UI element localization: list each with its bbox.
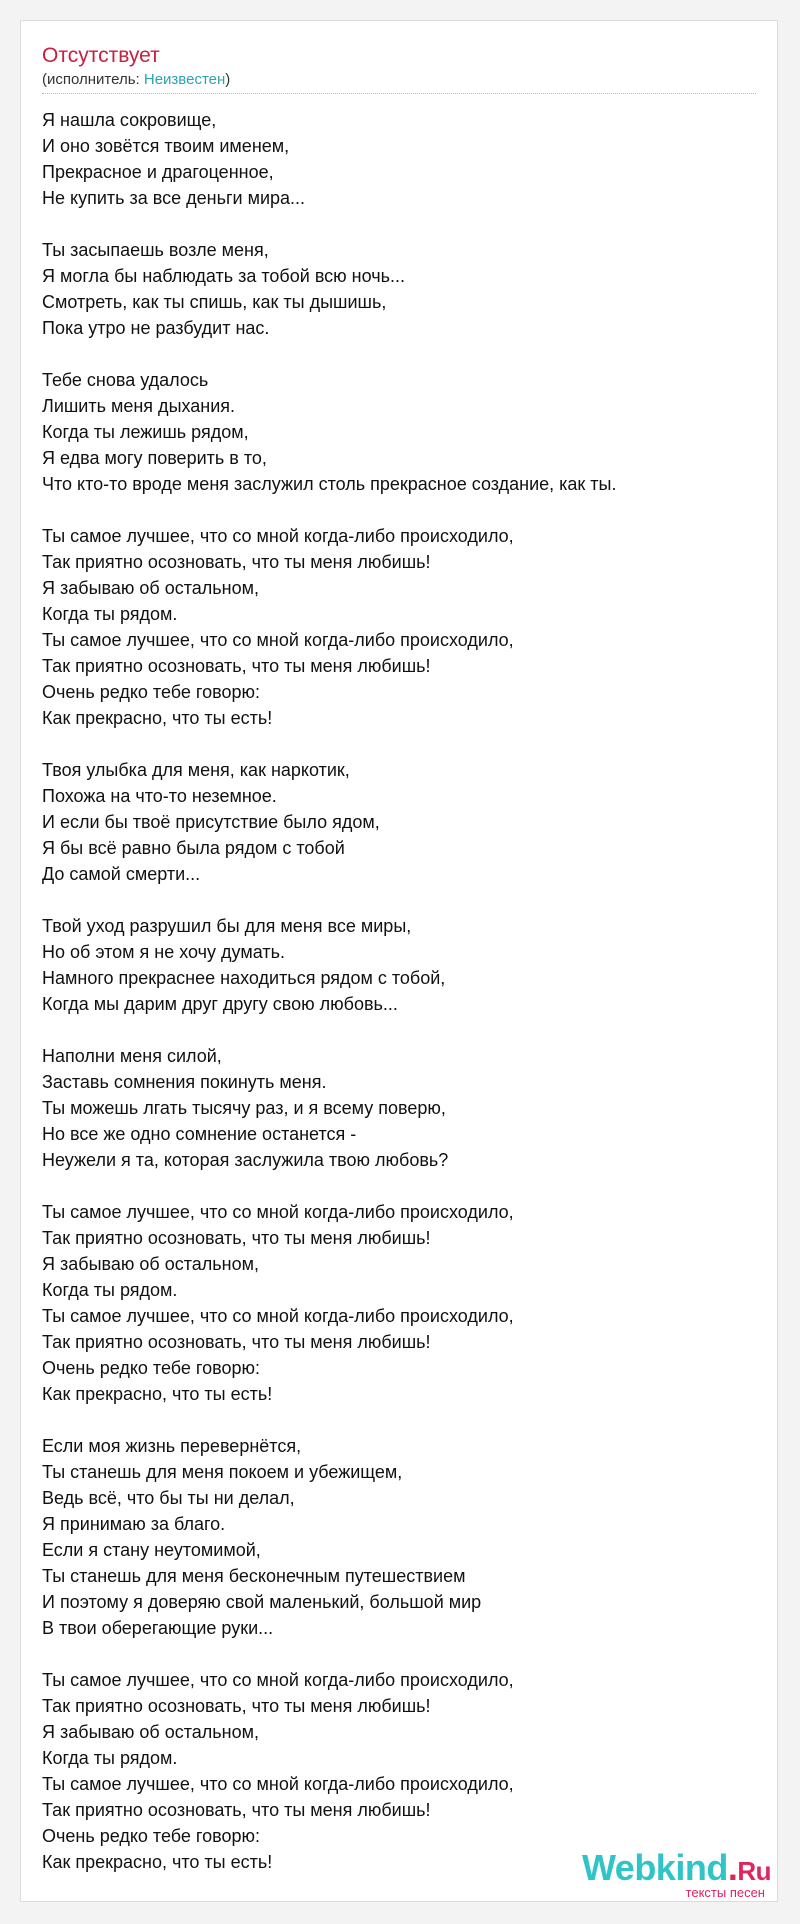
- lyrics-line: Так приятно осозновать, что ты меня любишь!: [42, 656, 431, 676]
- lyrics-line: Когда ты лежишь рядом,: [42, 422, 249, 442]
- lyrics-line: Так приятно осозновать, что ты меня любишь!: [42, 1332, 431, 1352]
- lyrics-line: Что кто-то вроде меня заслужил столь прекрасное создание, как ты.: [42, 474, 617, 494]
- song-title: Отсутствует: [42, 44, 160, 67]
- site-watermark: [582, 1849, 771, 1899]
- lyrics-card: [20, 20, 778, 1902]
- lyrics-line: Ты самое лучшее, что со мной когда-либо происходило,: [42, 1202, 514, 1222]
- lyrics-stanza: [42, 757, 756, 887]
- watermark-logo: [582, 1849, 771, 1890]
- lyrics-line: Намного прекраснее находиться рядом с тобой,: [42, 968, 446, 988]
- lyrics-line: До самой смерти...: [42, 864, 201, 884]
- lyrics-line: Когда ты рядом.: [42, 604, 178, 624]
- artist-link[interactable]: Неизвестен: [143, 71, 226, 88]
- lyrics-line: Ты засыпаешь возле меня,: [42, 240, 269, 260]
- watermark-tld: Ru: [737, 1856, 771, 1886]
- lyrics-line: Наполни меня силой,: [42, 1046, 222, 1066]
- watermark-dot: .: [727, 1847, 738, 1888]
- lyrics-line: Но об этом я не хочу думать.: [42, 942, 285, 962]
- lyrics-line: Ты самое лучшее, что со мной когда-либо происходило,: [42, 1306, 514, 1326]
- header-divider: [42, 93, 756, 94]
- lyrics-line: Я принимаю за благо.: [42, 1514, 226, 1534]
- lyrics-line: Так приятно осозновать, что ты меня любишь!: [42, 1696, 431, 1716]
- lyrics-line: Тебе снова удалось: [42, 370, 209, 390]
- lyrics-line: Так приятно осозновать, что ты меня любишь!: [42, 552, 431, 572]
- lyrics-line: Ты самое лучшее, что со мной когда-либо происходило,: [42, 526, 514, 546]
- lyrics-stanza: [42, 367, 756, 497]
- lyrics-line: Когда ты рядом.: [42, 1280, 178, 1300]
- lyrics-text: [42, 107, 756, 1901]
- lyrics-line: Как прекрасно, что ты есть!: [42, 1852, 273, 1872]
- lyrics-line: Ты станешь для меня покоем и убежищем,: [42, 1462, 403, 1482]
- lyrics-line: Так приятно осозновать, что ты меня любишь!: [42, 1800, 431, 1820]
- artist-prefix: (исполнитель:: [42, 71, 144, 88]
- lyrics-line: Так приятно осозновать, что ты меня любишь!: [42, 1228, 431, 1248]
- lyrics-line: И если бы твоё присутствие было ядом,: [42, 812, 380, 832]
- watermark-brand: Webkind: [581, 1847, 728, 1888]
- lyrics-line: Я забываю об остальном,: [42, 1254, 259, 1274]
- lyrics-line: Очень редко тебе говорю:: [42, 682, 260, 702]
- lyrics-line: Ты самое лучшее, что со мной когда-либо происходило,: [42, 1670, 514, 1690]
- lyrics-line: Прекрасное и драгоценное,: [42, 162, 274, 182]
- lyrics-line: Как прекрасно, что ты есть!: [42, 708, 273, 728]
- artist-line: [42, 71, 756, 89]
- lyrics-line: Я бы всё равно была рядом с тобой: [42, 838, 345, 858]
- lyrics-line: Не купить за все деньги мира...: [42, 188, 306, 208]
- lyrics-line: Я едва могу поверить в то,: [42, 448, 267, 468]
- lyrics-line: Но все же одно сомнение останется -: [42, 1124, 357, 1144]
- lyrics-line: Похожа на что-то неземное.: [42, 786, 277, 806]
- lyrics-line: В твои оберегающие руки...: [42, 1618, 274, 1638]
- lyrics-line: Ты станешь для меня бесконечным путешествием: [42, 1566, 466, 1586]
- lyrics-line: Я могла бы наблюдать за тобой всю ночь...: [42, 266, 405, 286]
- lyrics-stanza: [42, 1667, 756, 1875]
- lyrics-line: Ты самое лучшее, что со мной когда-либо происходило,: [42, 630, 514, 650]
- song-header: [42, 43, 756, 89]
- artist-suffix: ): [225, 71, 231, 88]
- lyrics-stanza: [42, 523, 756, 731]
- lyrics-line: И поэтому я доверяю свой маленький, большой мир: [42, 1592, 482, 1612]
- lyrics-line: Неужели я та, которая заслужила твою любовь?: [42, 1150, 449, 1170]
- lyrics-line: Я забываю об остальном,: [42, 1722, 259, 1742]
- lyrics-stanza: [42, 107, 756, 211]
- lyrics-line: Твой уход разрушил бы для меня все миры,: [42, 916, 412, 936]
- lyrics-line: Смотреть, как ты спишь, как ты дышишь,: [42, 292, 387, 312]
- lyrics-stanza: [42, 237, 756, 341]
- lyrics-line: Пока утро не разбудит нас.: [42, 318, 270, 338]
- lyrics-line: Ведь всё, что бы ты ни делал,: [42, 1488, 295, 1508]
- lyrics-line: Ты самое лучшее, что со мной когда-либо происходило,: [42, 1774, 514, 1794]
- lyrics-line: Если моя жизнь перевернётся,: [42, 1436, 302, 1456]
- lyrics-line: Я нашла сокровище,: [42, 110, 217, 130]
- lyrics-line: Если я стану неутомимой,: [42, 1540, 261, 1560]
- lyrics-stanza: [42, 1043, 756, 1173]
- lyrics-stanza: [42, 913, 756, 1017]
- watermark-tagline: тексты песен: [685, 1885, 765, 1900]
- lyrics-line: Твоя улыбка для меня, как наркотик,: [42, 760, 350, 780]
- lyrics-line: Когда ты рядом.: [42, 1748, 178, 1768]
- lyrics-line: Лишить меня дыхания.: [42, 396, 236, 416]
- lyrics-line: Заставь сомнения покинуть меня.: [42, 1072, 327, 1092]
- lyrics-stanza: [42, 1199, 756, 1407]
- lyrics-line: И оно зовётся твоим именем,: [42, 136, 290, 156]
- lyrics-stanza: [42, 1433, 756, 1641]
- lyrics-line: Очень редко тебе говорю:: [42, 1358, 260, 1378]
- lyrics-line: Ты можешь лгать тысячу раз, и я всему поверю,: [42, 1098, 446, 1118]
- lyrics-line: Очень редко тебе говорю:: [42, 1826, 260, 1846]
- lyrics-line: Как прекрасно, что ты есть!: [42, 1384, 273, 1404]
- lyrics-line: Когда мы дарим друг другу свою любовь...: [42, 994, 398, 1014]
- lyrics-line: Я забываю об остальном,: [42, 578, 259, 598]
